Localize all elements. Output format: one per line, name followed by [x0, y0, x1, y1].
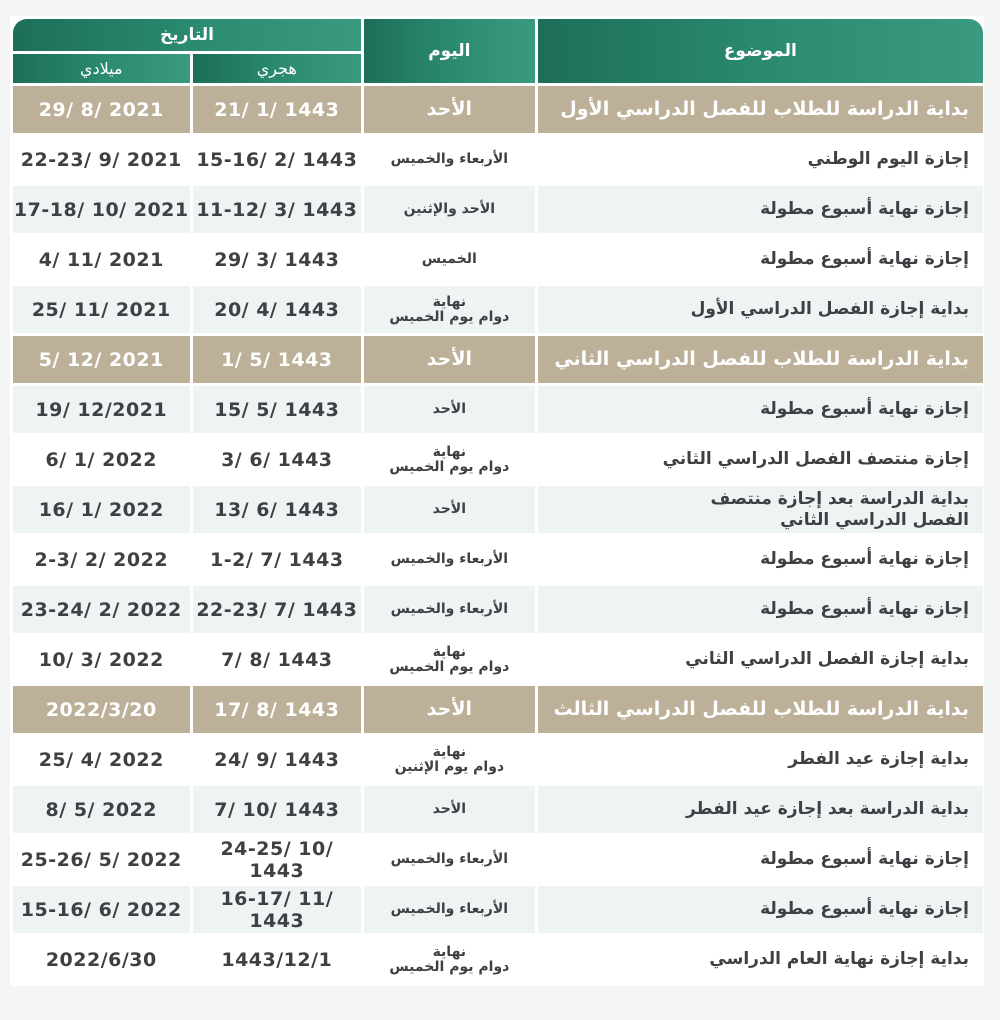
topic-cell: إجازة نهاية أسبوع مطولة	[538, 386, 983, 433]
table-row	[13, 636, 983, 683]
hijri-date-cell: 16-17/ 11/ 1443	[193, 886, 362, 933]
hijri-date-cell: 7/ 10/ 1443	[193, 786, 362, 833]
day-cell: الأربعاء والخميس	[364, 536, 535, 583]
semester-start-row	[13, 86, 983, 133]
hijri-date-cell: 22-23/ 7/ 1443	[193, 586, 362, 633]
table-row	[13, 186, 983, 233]
topic-cell: إجازة نهاية أسبوع مطولة	[538, 186, 983, 233]
topic-cell: بداية الدراسة للطلاب للفصل الدراسي الأول	[538, 86, 983, 133]
gregorian-date-cell: 6/ 1/ 2022	[13, 436, 190, 483]
gregorian-date-cell: 15-16/ 6/ 2022	[13, 886, 190, 933]
semester-start-row	[13, 686, 983, 733]
hijri-date-cell: 3/ 6/ 1443	[193, 436, 362, 483]
topic-cell: بداية الدراسة بعد إجازة منتصف الفصل الدراسي الثاني	[538, 486, 983, 533]
gregorian-date-cell: 16/ 1/ 2022	[13, 486, 190, 533]
table-row	[13, 286, 983, 333]
topic-cell: إجازة نهاية أسبوع مطولة	[538, 886, 983, 933]
topic-cell: بداية الدراسة للطلاب للفصل الدراسي الثالث	[538, 686, 983, 733]
hijri-date-cell: 1-2/ 7/ 1443	[193, 536, 362, 583]
header-day: اليوم	[364, 19, 535, 83]
hijri-date-cell: 24-25/ 10/ 1443	[193, 836, 362, 883]
table-row	[13, 436, 983, 483]
hijri-date-cell: 29/ 3/ 1443	[193, 236, 362, 283]
day-cell: الأحد	[364, 386, 535, 433]
hijri-date-cell: 24/ 9/ 1443	[193, 736, 362, 783]
table-row	[13, 886, 983, 933]
hijri-date-cell: 1/ 5/ 1443	[193, 336, 362, 383]
gregorian-date-cell: 22-23/ 9/ 2021	[13, 136, 190, 183]
table-row	[13, 386, 983, 433]
header-date: التاريخ	[13, 19, 361, 51]
day-cell: الأحد	[364, 336, 535, 383]
day-cell: الأحد والإثنين	[364, 186, 535, 233]
topic-cell: بداية إجازة نهاية العام الدراسي	[538, 936, 983, 983]
gregorian-date-cell: 25/ 4/ 2022	[13, 736, 190, 783]
table-row	[13, 536, 983, 583]
topic-cell: إجازة منتصف الفصل الدراسي الثاني	[538, 436, 983, 483]
table-row	[13, 786, 983, 833]
gregorian-date-cell: 4/ 11/ 2021	[13, 236, 190, 283]
hijri-date-cell: 15/ 5/ 1443	[193, 386, 362, 433]
day-cell: الأحد	[364, 786, 535, 833]
gregorian-date-cell: 8/ 5/ 2022	[13, 786, 190, 833]
day-cell: الأربعاء والخميس	[364, 836, 535, 883]
gregorian-date-cell: 25-26/ 5/ 2022	[13, 836, 190, 883]
table-row	[13, 736, 983, 783]
day-cell: الأحد	[364, 86, 535, 133]
hijri-date-cell: 11-12/ 3/ 1443	[193, 186, 362, 233]
semester-start-row	[13, 336, 983, 383]
hijri-date-cell: 7/ 8/ 1443	[193, 636, 362, 683]
hijri-date-cell: 15-16/ 2/ 1443	[193, 136, 362, 183]
gregorian-date-cell: 23-24/ 2/ 2022	[13, 586, 190, 633]
gregorian-date-cell: 2022/3/20	[13, 686, 190, 733]
gregorian-date-cell: 29/ 8/ 2021	[13, 86, 190, 133]
hijri-date-cell: 20/ 4/ 1443	[193, 286, 362, 333]
day-cell: نهاية دوام يوم الخميس	[364, 436, 535, 483]
calendar-table	[10, 16, 986, 986]
day-cell: نهاية دوام يوم الإثنين	[364, 736, 535, 783]
day-cell: نهاية دوام يوم الخميس	[364, 286, 535, 333]
gregorian-date-cell: 2-3/ 2/ 2022	[13, 536, 190, 583]
gregorian-date-cell: 25/ 11/ 2021	[13, 286, 190, 333]
hijri-date-cell: 13/ 6/ 1443	[193, 486, 362, 533]
day-cell: الأربعاء والخميس	[364, 586, 535, 633]
hijri-date-cell: 21/ 1/ 1443	[193, 86, 362, 133]
topic-cell: إجازة اليوم الوطني	[538, 136, 983, 183]
hijri-date-cell: 1443/12/1	[193, 936, 362, 983]
day-cell: نهاية دوام يوم الخميس	[364, 936, 535, 983]
header-topic: الموضوع	[538, 19, 983, 83]
gregorian-date-cell: 5/ 12/ 2021	[13, 336, 190, 383]
day-cell: الأربعاء والخميس	[364, 136, 535, 183]
header-gregorian: ميلادي	[13, 54, 190, 83]
topic-cell: إجازة نهاية أسبوع مطولة	[538, 536, 983, 583]
day-cell: الخميس	[364, 236, 535, 283]
gregorian-date-cell: 2022/6/30	[13, 936, 190, 983]
gregorian-date-cell: 10/ 3/ 2022	[13, 636, 190, 683]
topic-cell: بداية إجازة الفصل الدراسي الثاني	[538, 636, 983, 683]
table-row	[13, 586, 983, 633]
day-cell: نهاية دوام يوم الخميس	[364, 636, 535, 683]
table-row	[13, 486, 983, 533]
topic-cell: بداية الدراسة بعد إجازة عيد الفطر	[538, 786, 983, 833]
header-hijri: هجري	[193, 54, 362, 83]
day-cell: الأحد	[364, 686, 535, 733]
gregorian-date-cell: 17-18/ 10/ 2021	[13, 186, 190, 233]
topic-cell: إجازة نهاية أسبوع مطولة	[538, 236, 983, 283]
day-cell: الأربعاء والخميس	[364, 886, 535, 933]
hijri-date-cell: 17/ 8/ 1443	[193, 686, 362, 733]
topic-cell: إجازة نهاية أسبوع مطولة	[538, 586, 983, 633]
table-row	[13, 136, 983, 183]
topic-cell: بداية إجازة الفصل الدراسي الأول	[538, 286, 983, 333]
academic-calendar-table	[10, 16, 984, 986]
topic-cell: بداية إجازة عيد الفطر	[538, 736, 983, 783]
topic-cell: إجازة نهاية أسبوع مطولة	[538, 836, 983, 883]
day-cell: الأحد	[364, 486, 535, 533]
table-row	[13, 836, 983, 883]
table-row	[13, 936, 983, 983]
table-row	[13, 236, 983, 283]
topic-cell: بداية الدراسة للطلاب للفصل الدراسي الثاني	[538, 336, 983, 383]
gregorian-date-cell: 19/ 12/2021	[13, 386, 190, 433]
